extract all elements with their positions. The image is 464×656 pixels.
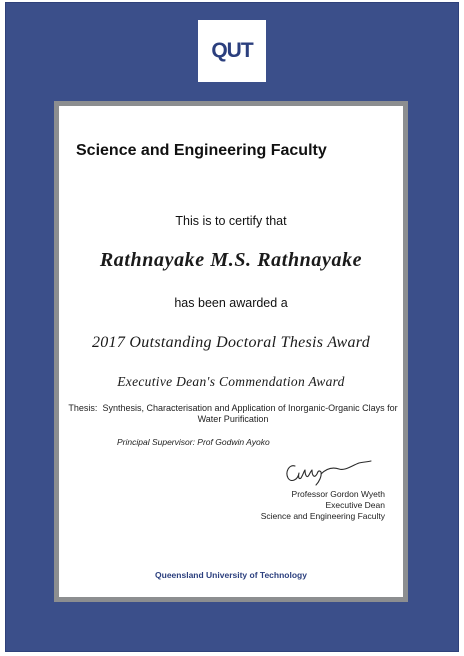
award-title: 2017 Outstanding Doctoral Thesis Award: [91, 334, 371, 351]
thesis-title: Synthesis, Characterisation and Application of Inorganic-Organic Clays for Water Purification: [102, 403, 398, 424]
signatory-name: Professor Gordon Wyeth: [291, 489, 385, 499]
commendation-title: Executive Dean's Commendation Award: [117, 374, 345, 389]
awarded-line: has been awarded a: [174, 296, 288, 310]
certificate-sheet: [59, 106, 403, 597]
handwritten-signature: [281, 458, 373, 488]
thesis-block: [65, 403, 401, 425]
principal-supervisor: Principal Supervisor: Prof Godwin Ayoko: [117, 437, 270, 447]
signatory-title: Executive Dean: [325, 500, 385, 510]
qut-logo: [198, 20, 266, 82]
recipient-name: Rathnayake M.S. Rathnayake: [99, 249, 363, 271]
signatory-faculty: Science and Engineering Faculty: [260, 511, 385, 521]
university-name: Queensland University of Technology: [155, 570, 307, 580]
certify-line: This is to certify that: [175, 214, 287, 228]
faculty-heading: Science and Engineering Faculty: [76, 142, 327, 159]
thesis-label: Thesis:: [68, 403, 98, 413]
qut-logo-text: QUT: [211, 39, 253, 62]
